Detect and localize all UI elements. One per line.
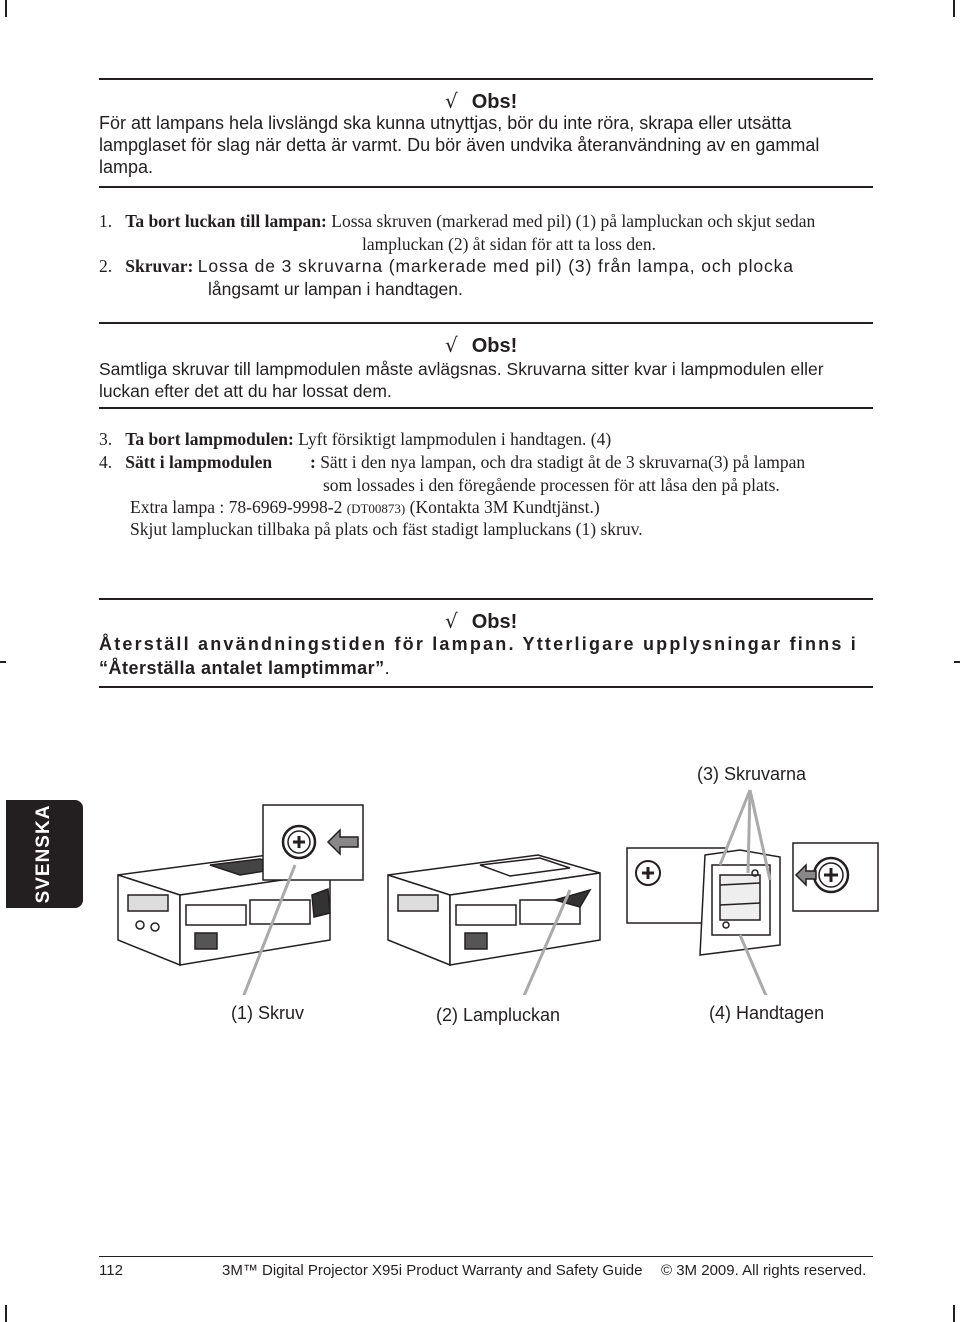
- divider: [99, 686, 873, 688]
- step-4-text: : Sätt i den nya lampan, och dra stadigt åt de 3 skruvarna(3) på lampan: [310, 452, 806, 472]
- step-2: 2. Skruvar: Lossa de 3 skruvarna (markerade med pil) (3) från lampa, och plocka: [99, 256, 794, 276]
- divider: [99, 407, 873, 409]
- language-tab: SVENSKA: [6, 800, 83, 908]
- step-title: Ta bort luckan till lampan:: [125, 211, 327, 231]
- step-title: Ta bort lampmodulen:: [125, 429, 294, 449]
- step-title: Sätt i lampmodulen: [125, 452, 273, 472]
- crop-mark: [954, 661, 960, 663]
- page-number: 112: [99, 1262, 123, 1279]
- note-text: För att lampans hela livslängd ska kunna utnyttjas, bör du inte röra, skrapa eller utsätta lampglaset för slag när detta är varmt. Du bör även undvika återanvändning av en gammal lampa.: [99, 113, 820, 177]
- step-4-cont: som lossades i den föregående processen för att låsa den på plats.: [323, 475, 780, 495]
- step-title: Skruvar:: [125, 256, 194, 276]
- step-3: 3. Ta bort lampmodulen: Lyft försiktigt lampmodulen i handtagen. (4): [99, 429, 612, 449]
- check-icon: √: [445, 89, 458, 113]
- projector-illustration: [388, 855, 600, 965]
- note-heading: [445, 333, 517, 358]
- note-heading: [445, 609, 517, 634]
- footer-title: 3M™ Digital Projector X95i Product Warranty and Safety Guide: [222, 1262, 643, 1279]
- divider: [99, 186, 873, 188]
- step-1-cont: lampluckan (2) åt sidan för att ta loss den.: [362, 234, 657, 254]
- step-4: 4. Sätt i lampmodulen: [99, 452, 273, 472]
- extra-lamp: Extra lampa : 78-6969-9998-2 (DT00873) (Kontakta 3M Kundtjänst.): [130, 497, 600, 517]
- caption-handle: (4) Handtagen: [709, 1003, 825, 1023]
- caption-cover: (2) Lampluckan: [436, 1005, 561, 1025]
- note-title: Obs!: [471, 611, 518, 633]
- crop-mark: [0, 661, 6, 663]
- crop-mark: [5, 0, 7, 17]
- crop-mark: [953, 0, 955, 17]
- crop-mark: [5, 1305, 7, 1322]
- footer-copyright: © 3M 2009. All rights reserved.: [661, 1262, 867, 1279]
- lamp-replacement-illustration: [100, 755, 880, 995]
- step-1: 1. Ta bort luckan till lampan: Lossa skruven (markerad med pil) (1) på lampluckan och skjut sedan: [99, 211, 816, 231]
- note-text-bold: Återställ användningstiden för lampan. Ytterligare upplysningar finns i “Återställa antalet lamptimmar”.: [99, 634, 858, 678]
- step-2-cont: långsamt ur lampan i handtagen.: [208, 279, 463, 299]
- caption-screw: (1) Skruv: [231, 1003, 305, 1023]
- divider: [99, 322, 873, 324]
- note-title: Obs!: [471, 335, 518, 357]
- note-text: Samtliga skruvar till lampmodulen måste avlägsnas. Skruvarna sitter kvar i lampmodulen eller luckan efter det att du har lossat dem.: [99, 359, 824, 401]
- caption-screws: (3) Skruvarna: [697, 764, 807, 784]
- divider: [99, 598, 873, 600]
- footer-divider: [99, 1256, 873, 1257]
- note-heading: [445, 89, 517, 114]
- check-icon: √: [445, 333, 458, 357]
- final-step: Skjut lampluckan tillbaka på plats och fäst stadigt lampluckans (1) skruv.: [130, 519, 643, 539]
- check-icon: √: [445, 609, 458, 633]
- note-title: Obs!: [471, 91, 518, 113]
- crop-mark: [953, 1305, 955, 1322]
- divider: [99, 78, 873, 80]
